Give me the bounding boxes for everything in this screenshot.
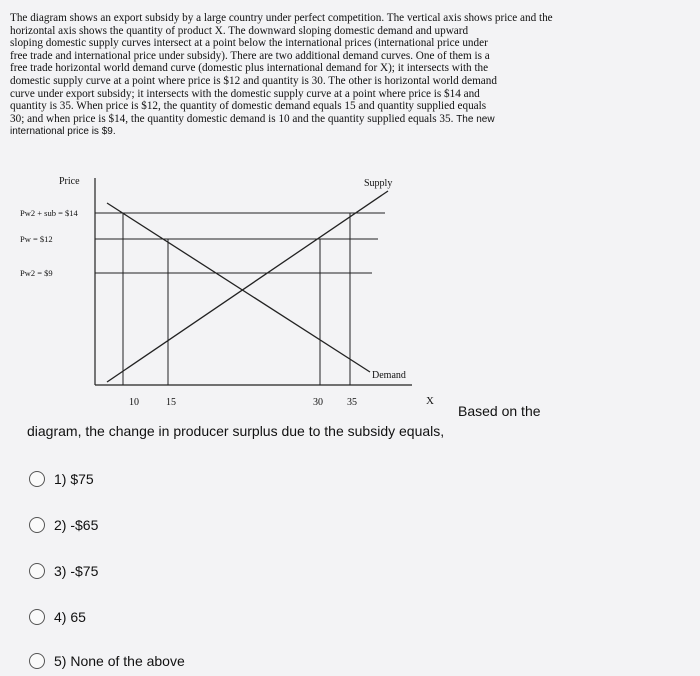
option-label: 4) 65 <box>54 609 86 625</box>
option-label: 1) $75 <box>54 471 94 487</box>
y-tick-label: Pw2 = $9 <box>20 268 53 278</box>
question-line: quantity is 35. When price is $12, the quantity of domestic demand equals 15 and quantity supplied equals <box>10 100 487 113</box>
question-line: domestic supply curve at a point where price is $12 and quantity is 30. The other is horizontal world demand <box>10 74 497 87</box>
x-axis-label: X <box>426 395 434 407</box>
question-line: sloping domestic supply curves intersect at a point below the international prices (international price under <box>10 37 488 50</box>
radio-button[interactable] <box>29 471 45 487</box>
option-2[interactable] <box>29 514 329 536</box>
export-subsidy-chart <box>0 160 480 410</box>
option-label: 2) -$65 <box>54 517 99 533</box>
y-tick-label: Pw2 + sub = $14 <box>20 208 78 218</box>
x-tick-label: 35 <box>347 397 357 408</box>
option-5[interactable] <box>29 650 329 672</box>
x-tick-label: 30 <box>313 397 323 408</box>
question-line-main: 30; and when price is $14, the quantity domestic demand is 10 and the quantity supplied equals 35. <box>10 112 454 125</box>
radio-button[interactable] <box>29 563 45 579</box>
radio-button[interactable] <box>29 517 45 533</box>
option-label: 3) -$75 <box>54 563 99 579</box>
question-line: The diagram shows an export subsidy by a large country under perfect competition. The vertical axis shows price and the <box>10 12 553 24</box>
radio-button[interactable] <box>29 609 45 625</box>
prompt-rest: diagram, the change in producer surplus due to the subsidy equals, <box>27 423 445 439</box>
question-line-suffix: The new <box>456 113 495 125</box>
y-axis-label: Price <box>59 176 80 187</box>
question-line: curve under export subsidy; it intersects with the domestic supply curve at a point where price is $14 and <box>10 87 480 100</box>
supply-label: Supply <box>364 178 393 189</box>
option-3[interactable] <box>29 560 329 582</box>
supply-curve <box>107 191 388 382</box>
option-4[interactable] <box>29 606 329 628</box>
radio-button[interactable] <box>29 653 45 669</box>
prompt-based: Based on the <box>458 403 541 419</box>
x-tick-label: 10 <box>129 397 139 408</box>
demand-label: Demand <box>372 370 406 381</box>
option-1[interactable] <box>29 468 329 490</box>
option-label: 5) None of the above <box>54 653 185 669</box>
question-line: free trade horizontal world demand curve (domestic plus international demand for X); it intersects with the <box>10 62 489 75</box>
x-tick-label: 15 <box>166 397 176 408</box>
question-line: free trade and international price under subsidy). There are two additional demand curves. One of them is a <box>10 49 490 62</box>
question-text <box>10 12 630 139</box>
y-tick-label: Pw = $12 <box>20 234 53 244</box>
question-line: international price is $9. <box>10 126 116 138</box>
demand-curve <box>107 203 370 372</box>
question-line: horizontal axis shows the quantity of product X. The downward sloping domestic demand and upward <box>10 24 469 37</box>
question-line <box>10 113 630 127</box>
